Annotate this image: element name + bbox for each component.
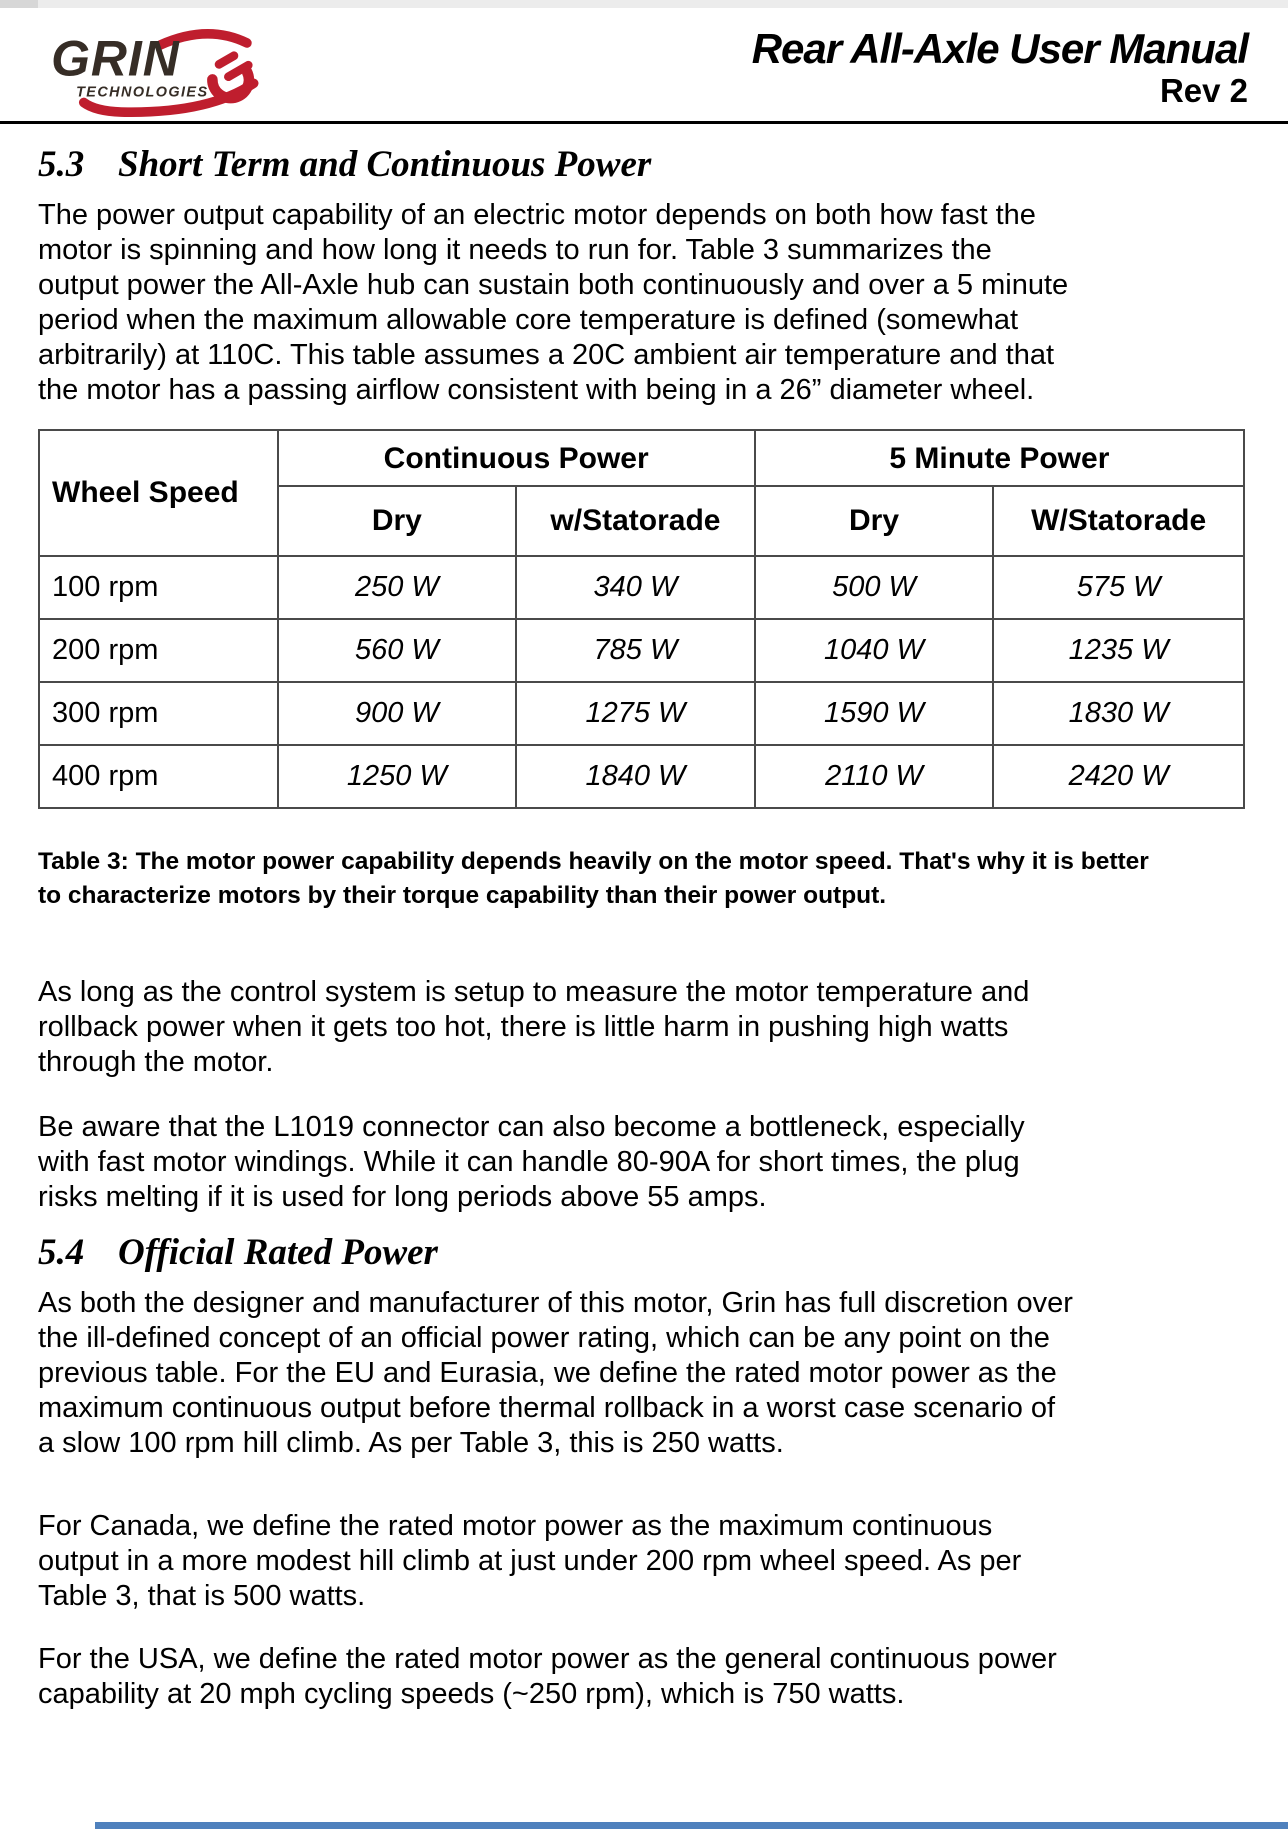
cell-value: 500 W — [755, 556, 994, 619]
table-3-power-capability — [38, 429, 1245, 809]
paragraph-usa-rating: For the USA, we define the rated motor power as the general continuous power capability at 20 mph cycling speeds (~250 rpm), which is 750 watts. — [38, 1643, 1057, 1710]
horizontal-scrollbar[interactable] — [95, 1822, 1288, 1829]
cell-value: 2110 W — [755, 745, 994, 808]
window-top-strip — [0, 0, 1288, 8]
header-5min-statorade: W/Statorade — [993, 486, 1244, 556]
paragraph-control-system: As long as the control system is setup to measure the motor temperature and rollback power when it gets too hot, there is little harm in pushing high watts through the motor. — [38, 976, 1030, 1078]
cell-speed: 100 rpm — [39, 556, 278, 619]
cell-speed: 300 rpm — [39, 682, 278, 745]
cell-value: 1250 W — [278, 745, 517, 808]
document-revision: Rev 2 — [1159, 72, 1248, 110]
grin-technologies-logo — [30, 12, 270, 121]
header-continuous-statorade: w/Statorade — [516, 486, 755, 556]
table-header-group-row — [39, 430, 1244, 486]
paragraph-l1019-connector: Be aware that the L1019 connector can also become a bottleneck, especially with fast motor windings. While it can handle 80-90A for short times, the plug risks melting if it is used for long periods above 55 amps. — [38, 1111, 1025, 1213]
table-row — [39, 682, 1244, 745]
header-continuous-dry: Dry — [278, 486, 517, 556]
header-5min-dry: Dry — [755, 486, 994, 556]
cell-value: 1840 W — [516, 745, 755, 808]
table-3-caption: Table 3: The motor power capability depends heavily on the motor speed. That's why it is better to characterize motors by their torque capability than their power output. — [38, 848, 1149, 909]
page-content — [38, 127, 1245, 1712]
cell-value: 785 W — [516, 619, 755, 682]
cell-value: 250 W — [278, 556, 517, 619]
header-5-minute-power: 5 Minute Power — [755, 430, 1244, 486]
page-header — [0, 8, 1288, 124]
logo-sub-text: TECHNOLOGIES — [76, 84, 209, 101]
table-row — [39, 745, 1244, 808]
section-5-3-heading — [38, 143, 1245, 186]
grin-logo-graphic — [30, 12, 270, 120]
cell-speed: 200 rpm — [39, 619, 278, 682]
cell-value: 1590 W — [755, 682, 994, 745]
paragraph-eu-rating: As both the designer and manufacturer of this motor, Grin has full discretion over the ill-defined concept of an official power rating, which can be any point on the previous table. For the EU and Eurasia, we define the rated motor power as the maximum continuous output before thermal rollback in a worst case scenario of a slow 100 rpm hill climb. As per Table 3, this is 250 watts. — [38, 1287, 1073, 1459]
cell-value: 1040 W — [755, 619, 994, 682]
paragraph-power-output: The power output capability of an electric motor depends on both how fast the motor is spinning and how long it needs to run for. Table 3 summarizes the output power the All-Axle hub can sustain both continuously and over a 5 minute period when the maximum allowable core temperature is defined (somewhat arbitrarily) at 110C. This table assumes a 20C ambient air temperature and that the motor has a passing airflow consistent with being in a 26” diameter wheel. — [38, 199, 1069, 406]
logo-brand-text: GRIN — [51, 30, 180, 87]
header-wheel-speed: Wheel Speed — [39, 430, 278, 556]
cell-value: 1235 W — [993, 619, 1244, 682]
cell-value: 1830 W — [993, 682, 1244, 745]
section-5-4-number: 5.4 — [38, 1232, 85, 1273]
section-5-3-number: 5.3 — [38, 144, 85, 185]
document-title: Rear All-Axle User Manual — [751, 25, 1248, 72]
table-row — [39, 556, 1244, 619]
section-5-4-heading — [38, 1231, 1245, 1274]
cell-speed: 400 rpm — [39, 745, 278, 808]
cell-value: 340 W — [516, 556, 755, 619]
cell-value: 1275 W — [516, 682, 755, 745]
window-top-strip-corner — [0, 0, 38, 8]
cell-value: 575 W — [993, 556, 1244, 619]
paragraph-canada-rating: For Canada, we define the rated motor power as the maximum continuous output in a more modest hill climb at just under 200 rpm wheel speed. As per Table 3, that is 500 watts. — [38, 1510, 1022, 1612]
cell-value: 2420 W — [993, 745, 1244, 808]
cell-value: 560 W — [278, 619, 517, 682]
cell-value: 900 W — [278, 682, 517, 745]
table-row — [39, 619, 1244, 682]
header-continuous-power: Continuous Power — [278, 430, 755, 486]
section-5-3-title: Short Term and Continuous Power — [118, 144, 652, 185]
section-5-4-title: Official Rated Power — [118, 1232, 438, 1273]
